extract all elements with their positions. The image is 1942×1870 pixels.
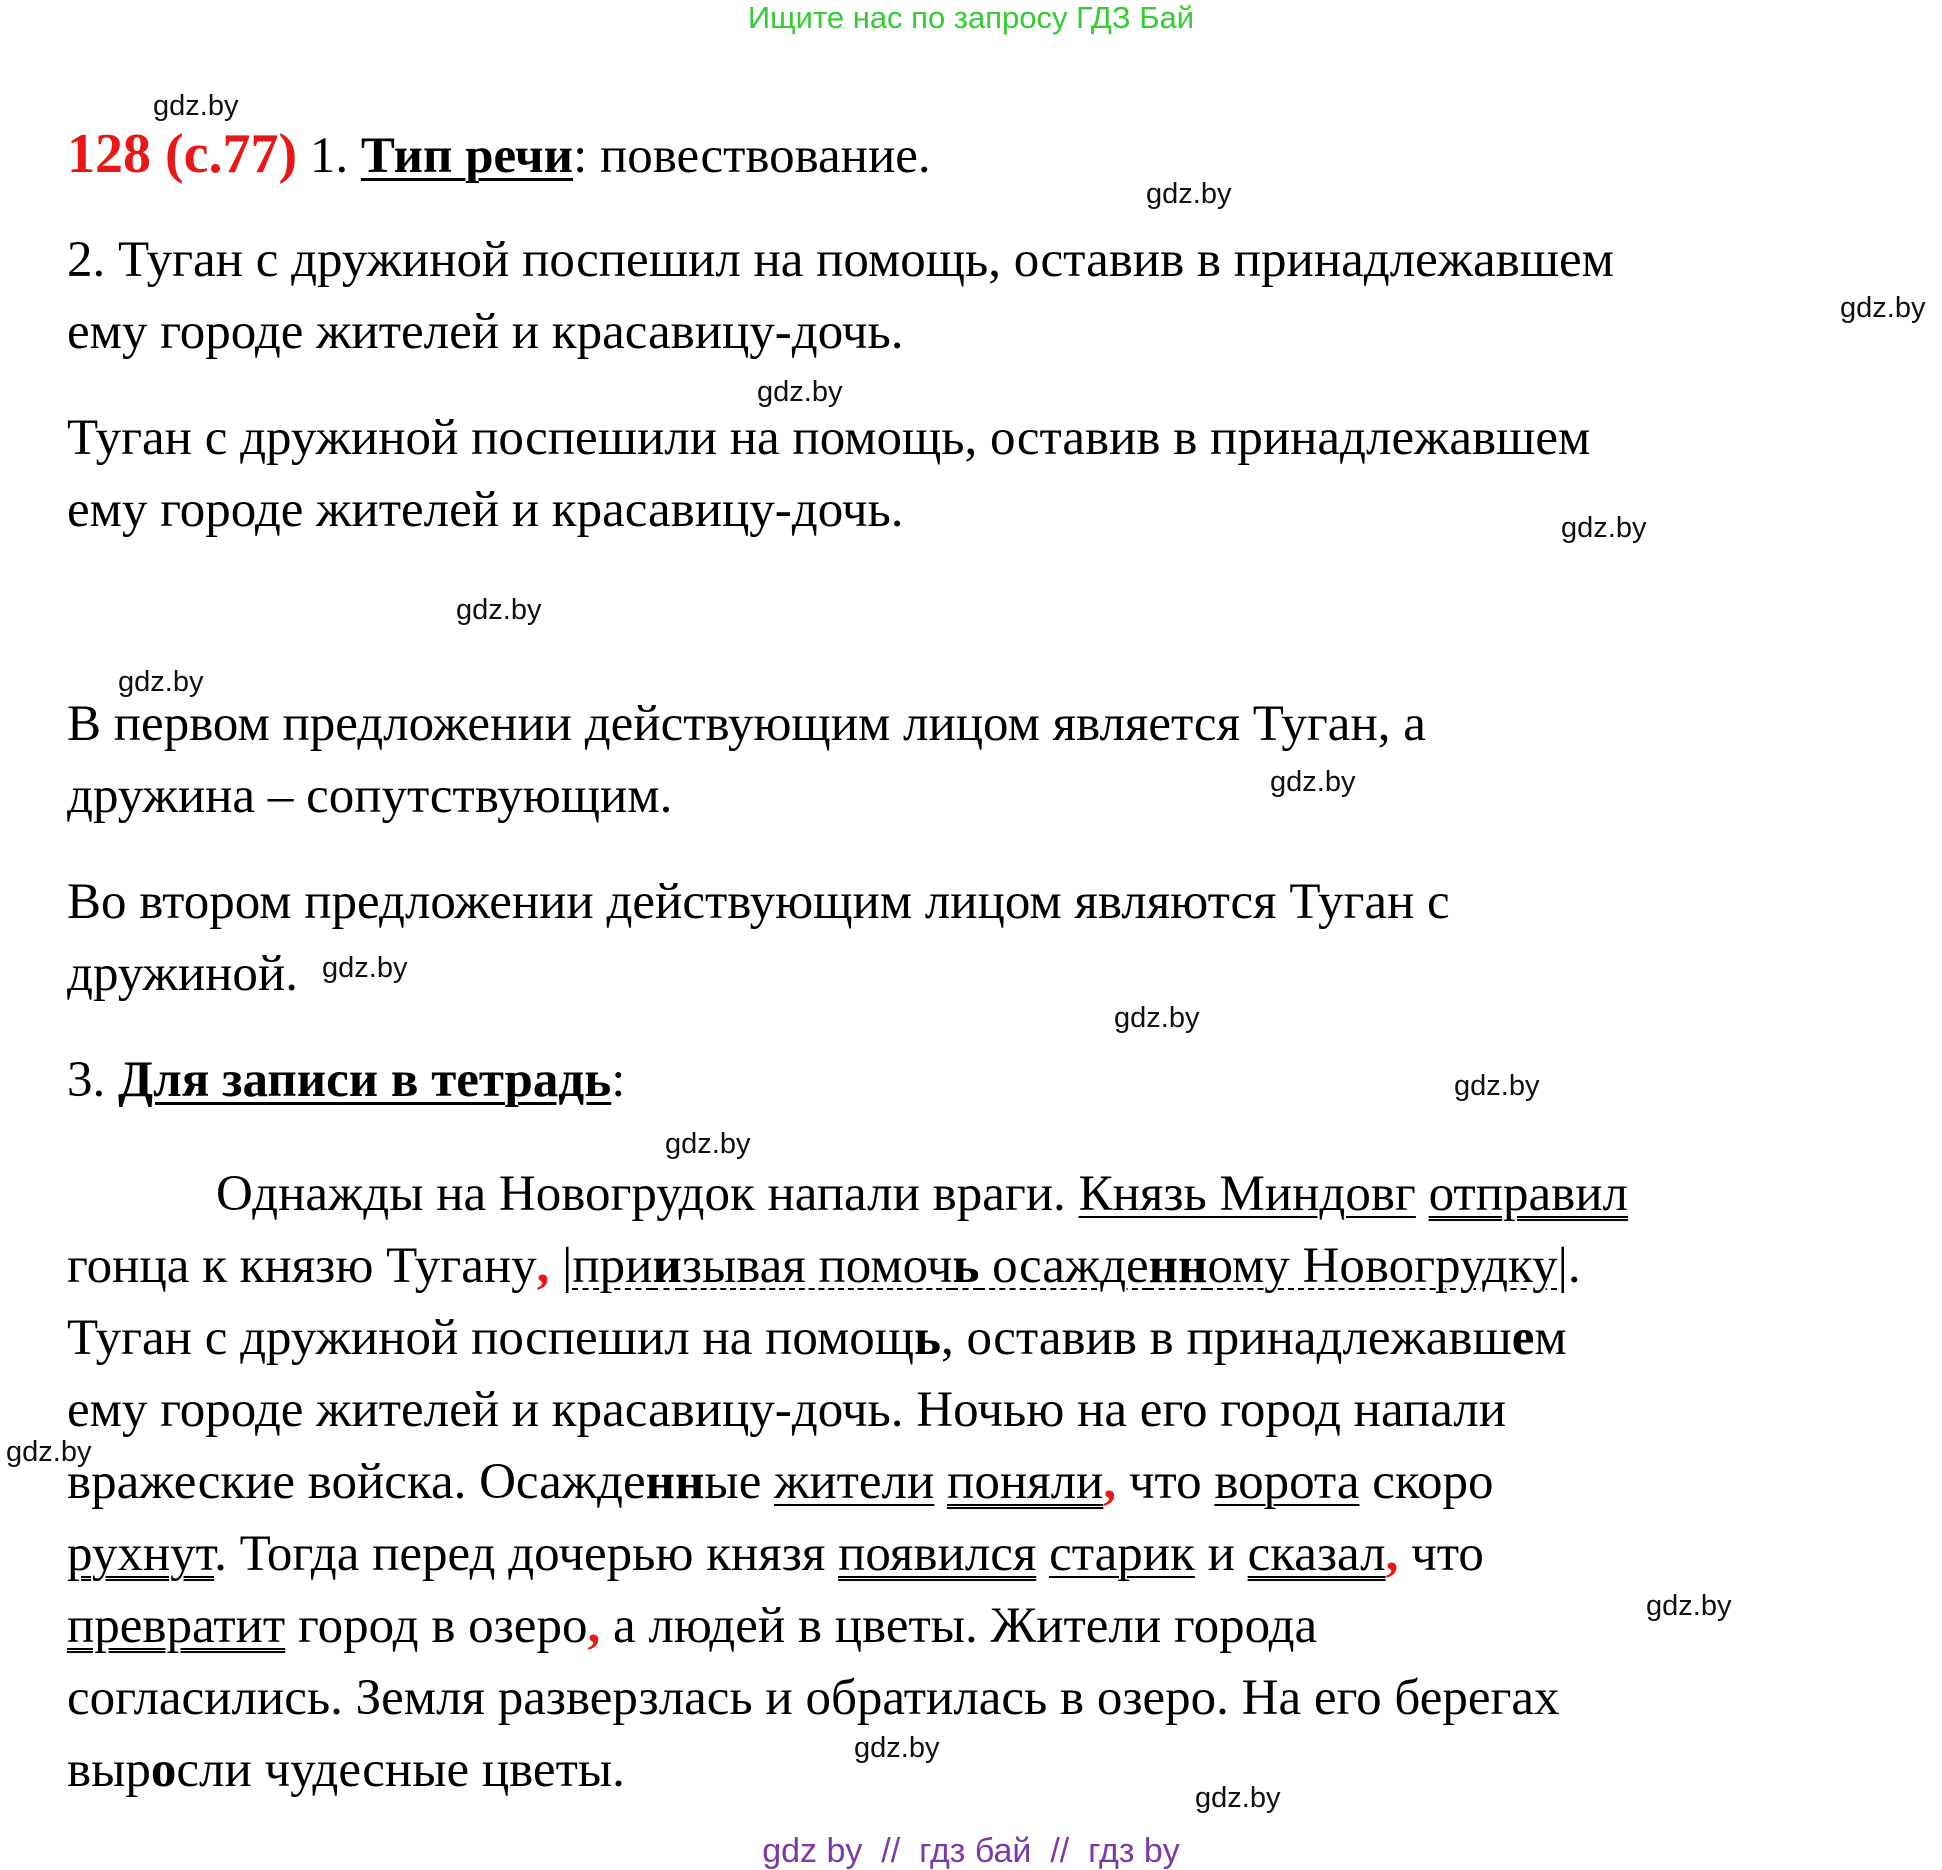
notebook-line xyxy=(67,1596,1317,1656)
text-run: и xyxy=(1194,1526,1248,1582)
watermark: gdz.by xyxy=(1646,1590,1732,1622)
text-run: сли чудесные цветы. xyxy=(176,1742,625,1798)
comma-mark: , xyxy=(587,1598,601,1654)
watermark: gdz.by xyxy=(1561,512,1647,544)
predicate: рухнут xyxy=(67,1526,215,1582)
speech-type-value: : повествование. xyxy=(573,128,931,184)
notebook-line xyxy=(216,1164,1628,1224)
watermark: gdz.by xyxy=(1146,178,1232,210)
text-run: выр xyxy=(67,1742,151,1798)
predicate: сказал xyxy=(1247,1526,1386,1582)
adverbial-phrase: приизывая помочь осажденному Новогрудку xyxy=(572,1238,1558,1294)
subject: ворота xyxy=(1214,1454,1360,1510)
comma-mark: , xyxy=(1385,1526,1399,1582)
predicate: отправил xyxy=(1428,1166,1628,1222)
spelling-mark: ь xyxy=(914,1310,941,1366)
text-run: а людей в цветы. Жители города xyxy=(600,1598,1318,1654)
spelling-mark: о xyxy=(150,1742,177,1798)
text-run: что xyxy=(1116,1454,1215,1510)
watermark: gdz.by xyxy=(456,594,542,626)
watermark: gdz.by xyxy=(1840,292,1926,324)
watermark: gdz.by xyxy=(322,952,408,984)
footer-links: gdz by // гдз бай // гдз by xyxy=(762,1832,1180,1870)
text-run: скоро xyxy=(1359,1454,1494,1510)
paragraph-line: Во втором предложении действующим лицом являются Туган с xyxy=(67,874,1450,930)
task-number: 128 (с.77) xyxy=(67,123,298,185)
text-run: . xyxy=(1567,1238,1581,1294)
text-run xyxy=(1416,1166,1429,1222)
speech-type-label: Тип речи xyxy=(360,128,574,184)
phrase-boundary: | xyxy=(562,1238,573,1294)
spelling-mark: нн xyxy=(645,1454,705,1510)
paragraph-line: дружиной. xyxy=(67,946,298,1002)
paragraph-line: Туган с дружиной поспешили на помощь, оставив в принадлежавшем xyxy=(67,410,1591,466)
paragraph-line: ему городе жителей и красавицу-дочь. xyxy=(67,482,904,538)
subject: Князь Миндовг xyxy=(1078,1166,1416,1222)
notebook-line: согласились. Земля разверзлась и обратилась в озеро. На его берегах xyxy=(67,1670,1560,1726)
text-run: город в озеро xyxy=(285,1598,588,1654)
notebook-line: ему городе жителей и красавицу-дочь. Ночью на его город напали xyxy=(67,1382,1507,1438)
notebook-colon: : xyxy=(611,1052,626,1108)
predicate: превратит xyxy=(67,1598,286,1654)
text-run: что xyxy=(1398,1526,1484,1582)
notebook-line xyxy=(67,1452,1494,1512)
subject: жители xyxy=(774,1454,935,1510)
item-number: 3. xyxy=(67,1052,118,1108)
watermark: gdz.by xyxy=(665,1128,751,1160)
watermark: gdz.by xyxy=(757,376,843,408)
comma-mark: , xyxy=(536,1238,550,1294)
text-run xyxy=(549,1238,562,1294)
watermark: gdz.by xyxy=(118,666,204,698)
paragraph-line: ему городе жителей и красавицу-дочь. xyxy=(67,304,904,360)
text-run: ые xyxy=(704,1454,775,1510)
predicate: появился xyxy=(838,1526,1037,1582)
text-run xyxy=(934,1454,947,1510)
task-heading xyxy=(67,124,931,186)
watermark: gdz.by xyxy=(153,90,239,122)
comma-mark: , xyxy=(1103,1454,1117,1510)
notebook-heading xyxy=(67,1050,625,1110)
spelling-mark: е xyxy=(1511,1310,1535,1366)
text-run: . Тогда перед дочерью князя xyxy=(214,1526,839,1582)
notebook-line xyxy=(67,1236,1581,1296)
text-run xyxy=(1036,1526,1049,1582)
paragraph-line: В первом предложении действующим лицом является Туган, а xyxy=(67,696,1426,752)
paragraph-line: 2. Туган с дружиной поспешил на помощь, оставив в принадлежавшем xyxy=(67,232,1614,288)
watermark: gdz.by xyxy=(1195,1782,1281,1814)
watermark: gdz.by xyxy=(854,1732,940,1764)
phrase-boundary: | xyxy=(1557,1238,1568,1294)
watermark: gdz.by xyxy=(1114,1002,1200,1034)
watermark: gdz.by xyxy=(1270,766,1356,798)
text-run: м xyxy=(1534,1310,1567,1366)
text-run: Туган с дружиной поспешил на помощ xyxy=(67,1310,915,1366)
text-run: вражеские войска. Осажде xyxy=(67,1454,646,1510)
notebook-line xyxy=(67,1524,1484,1584)
watermark: gdz.by xyxy=(1454,1070,1540,1102)
text-run: гонца к князю Тугану xyxy=(67,1238,537,1294)
notebook-line xyxy=(67,1740,625,1800)
notebook-label: Для записи в тетрадь xyxy=(118,1052,612,1108)
item-number: 1. xyxy=(297,128,361,184)
predicate: поняли xyxy=(947,1454,1104,1510)
subject: старик xyxy=(1049,1526,1195,1582)
paragraph-line: дружина – сопутствующим. xyxy=(67,768,673,824)
text-run: Однажды на Новогрудок напали враги. xyxy=(216,1166,1079,1222)
search-banner: Ищите нас по запросу ГДЗ Бай xyxy=(747,0,1195,35)
watermark: gdz.by xyxy=(6,1436,92,1468)
notebook-line xyxy=(67,1308,1567,1368)
text-run: , оставив в принадлежавш xyxy=(941,1310,1512,1366)
